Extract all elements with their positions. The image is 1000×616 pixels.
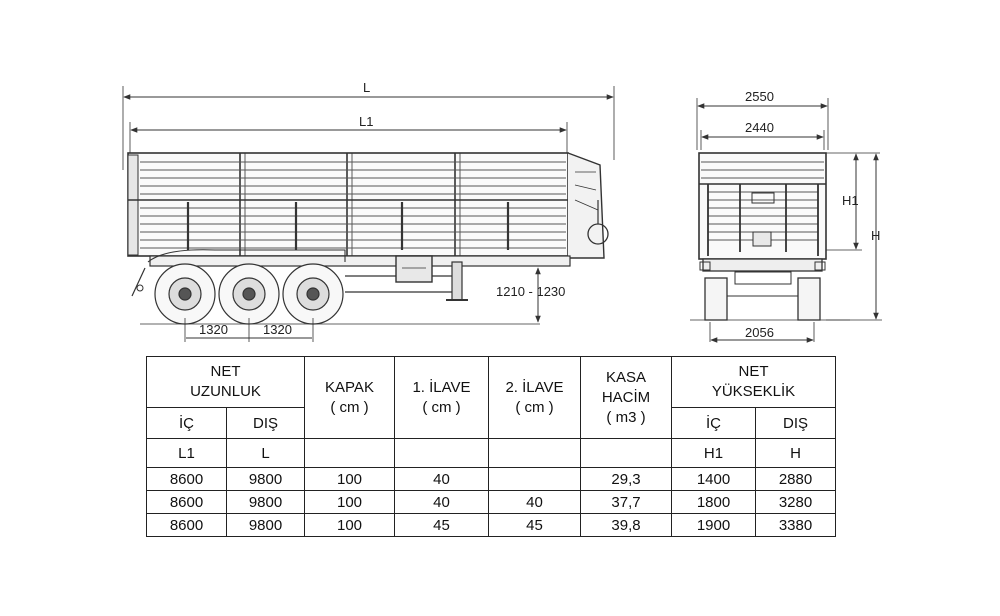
cell-ilave1: 45 — [395, 514, 489, 537]
volume-header — [581, 357, 672, 439]
cell-h1: 1900 — [672, 514, 756, 537]
net-height-header-line-2: YÜKSEKLİK — [711, 383, 796, 400]
code-inner-length: L1 — [147, 439, 227, 468]
rear-wheel-left — [705, 278, 727, 320]
cell-ilave2: 45 — [489, 514, 581, 537]
code-volume — [581, 439, 672, 468]
ilave1-header — [395, 357, 489, 439]
code-ilave2 — [489, 439, 581, 468]
inner-length-header: İÇ — [147, 408, 227, 439]
net-height-header — [672, 357, 836, 408]
kapak-header — [305, 357, 395, 439]
overall-height-label: H — [871, 228, 881, 243]
outer-height-header: DIŞ — [756, 408, 836, 439]
cell-l1: 8600 — [147, 491, 227, 514]
net-length-header-line-2: UZUNLUK — [190, 383, 261, 400]
chassis-height-label: 1210 - 1230 — [496, 284, 566, 299]
length-label: L — [363, 80, 371, 95]
body-length-label: L1 — [359, 114, 374, 129]
chassis-frame — [150, 256, 570, 266]
code-inner-height: H1 — [672, 439, 756, 468]
ilave2-header — [489, 357, 581, 439]
axle-spacing-2-label: 1320 — [263, 322, 292, 337]
ilave1-header-line-1: 1. İLAVE — [412, 378, 471, 396]
volume-header-line-3: ( m3 ) — [606, 408, 646, 426]
cell-kapak: 100 — [305, 491, 395, 514]
cell-volume: 37,7 — [581, 491, 672, 514]
ilave1-header-line-2: ( cm ) — [422, 398, 461, 416]
cell-kapak: 100 — [305, 468, 395, 491]
ilave2-header-line-1: 2. İLAVE — [505, 378, 564, 396]
rear-view — [690, 98, 882, 342]
cell-h1: 1400 — [672, 468, 756, 491]
cell-h: 2880 — [756, 468, 836, 491]
wheels — [155, 264, 343, 324]
cell-h: 3380 — [756, 514, 836, 537]
cell-volume: 39,8 — [581, 514, 672, 537]
cell-l1: 8600 — [147, 514, 227, 537]
code-outer-height: H — [756, 439, 836, 468]
cell-l1: 8600 — [147, 468, 227, 491]
ilave2-header-line-2: ( cm ) — [515, 398, 554, 416]
cell-ilave1: 40 — [395, 468, 489, 491]
net-height-header-line-1: NET — [738, 363, 769, 380]
cell-ilave2: 40 — [489, 491, 581, 514]
cell-ilave1: 40 — [395, 491, 489, 514]
code-outer-length: L — [227, 439, 305, 468]
overall-width-label: 2550 — [745, 89, 774, 104]
cell-ilave2 — [489, 468, 581, 491]
inner-height-header: İÇ — [672, 408, 756, 439]
track-width-label: 2056 — [745, 325, 774, 340]
net-length-header-line-1: NET — [210, 363, 241, 380]
table-row — [147, 468, 836, 491]
cell-h1: 1800 — [672, 491, 756, 514]
landing-gear — [452, 262, 462, 300]
cell-l: 9800 — [227, 514, 305, 537]
cell-l: 9800 — [227, 468, 305, 491]
axle-spacing-1-label: 1320 — [199, 322, 228, 337]
table-row — [147, 491, 836, 514]
cell-kapak: 100 — [305, 514, 395, 537]
cell-h: 3280 — [756, 491, 836, 514]
body-height-label: H1 — [842, 193, 859, 208]
body-width-label: 2440 — [745, 120, 774, 135]
net-length-header — [147, 357, 305, 408]
specification-table — [146, 356, 836, 537]
cell-volume: 29,3 — [581, 468, 672, 491]
body-box — [128, 153, 568, 256]
table-row — [147, 514, 836, 537]
code-kapak — [305, 439, 395, 468]
rear-wheel-right — [798, 278, 820, 320]
volume-header-line-1: KASA — [605, 368, 647, 386]
code-ilave1 — [395, 439, 489, 468]
rear-bumper — [703, 259, 822, 271]
outer-length-header: DIŞ — [227, 408, 305, 439]
volume-header-line-2: HACİM — [601, 388, 651, 406]
kapak-header-line-2: ( cm ) — [330, 398, 369, 416]
kapak-header-line-1: KAPAK — [325, 378, 374, 396]
toolbox — [396, 256, 432, 282]
cell-l: 9800 — [227, 491, 305, 514]
